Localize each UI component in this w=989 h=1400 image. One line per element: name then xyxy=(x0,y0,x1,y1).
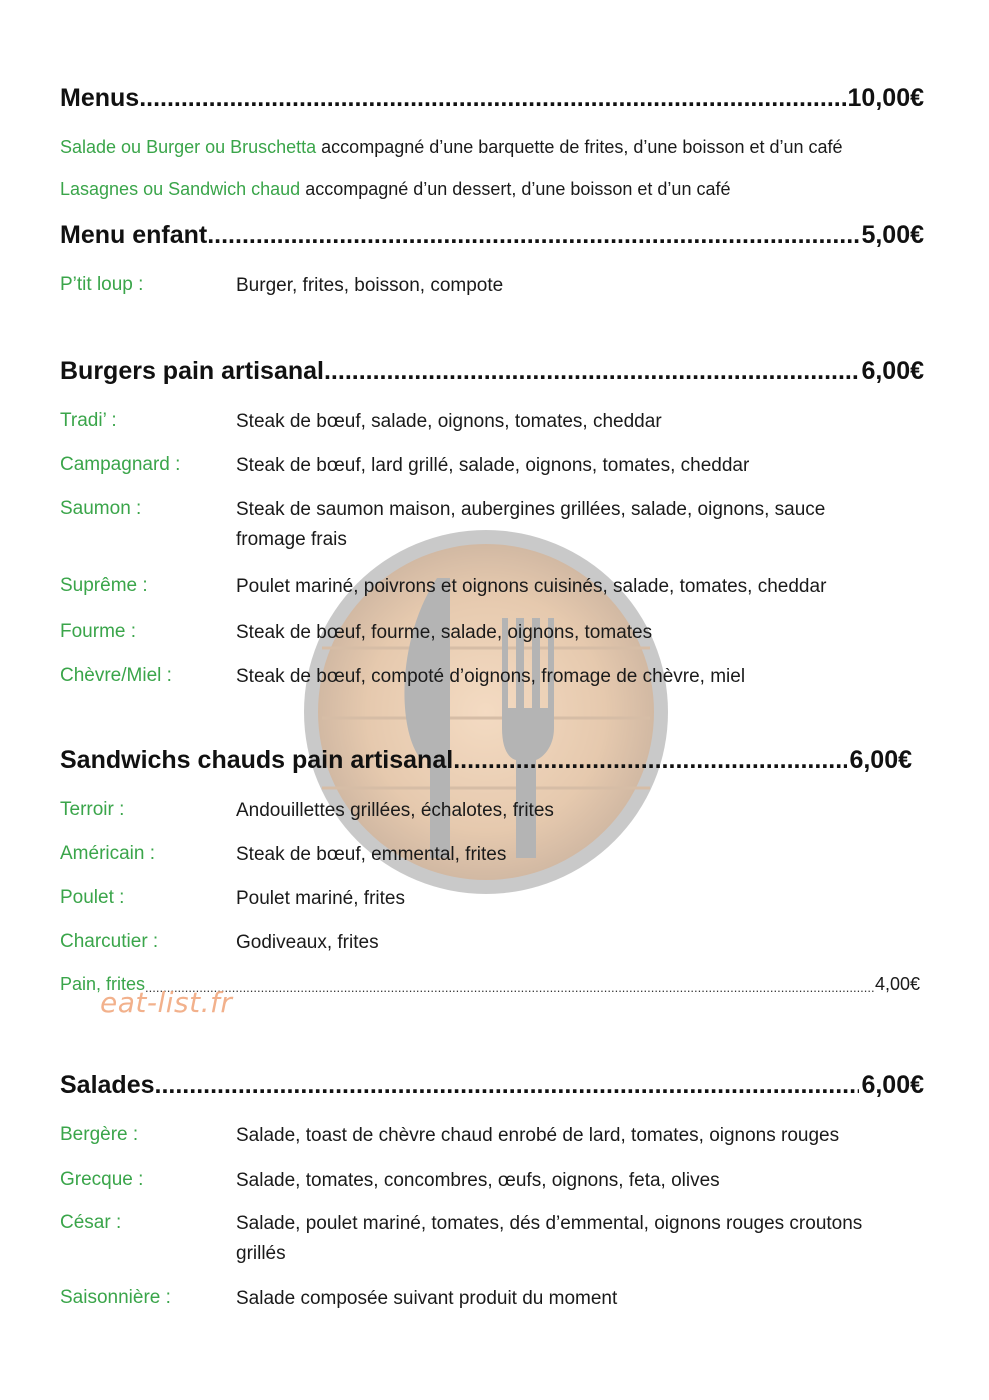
item-label: Charcutier : xyxy=(60,931,159,952)
menus-line-text: accompagné d’une barquette de frites, d’une boisson et d’un café xyxy=(316,137,843,157)
leader-dots xyxy=(145,980,875,995)
item-description: Steak de bœuf, emmental, frites xyxy=(236,844,507,865)
item-description: Steak de bœuf, lard grillé, salade, oignons, tomates, cheddar xyxy=(236,455,750,476)
salades-price: 6,00€ xyxy=(861,1071,924,1099)
item-description: Steak de saumon maison, aubergines grillées, salade, oignons, sauce fromage frais xyxy=(236,499,826,550)
item-label: Suprême : xyxy=(60,575,148,596)
item-description: Salade, toast de chèvre chaud enrobé de lard, tomates, oignons rouges xyxy=(236,1125,840,1146)
item-description: Burger, frites, boisson, compote xyxy=(236,275,504,296)
sandwichs-heading xyxy=(60,746,912,775)
menu-enfant-heading xyxy=(60,221,924,250)
item-description: Salade, tomates, concombres, œufs, oignons, feta, olives xyxy=(236,1170,720,1191)
item-label: Bergère : xyxy=(60,1124,139,1145)
item-description: Poulet mariné, frites xyxy=(236,888,405,909)
item-description: Godiveaux, frites xyxy=(236,932,379,953)
item-description: Steak de bœuf, salade, oignons, tomates, cheddar xyxy=(236,411,662,432)
burgers-title: Burgers pain artisanal xyxy=(60,357,324,385)
item-description: Salade composée suivant produit du moment xyxy=(236,1288,618,1309)
item-label: Grecque : xyxy=(60,1169,144,1190)
item-label: Fourme : xyxy=(60,621,137,642)
item-description: Steak de bœuf, fourme, salade, oignons, tomates xyxy=(236,622,653,643)
item-label: Saumon : xyxy=(60,498,142,519)
menus-line-1 xyxy=(60,137,843,158)
item-description: Steak de bœuf, compoté d’oignons, fromage de chèvre, miel xyxy=(236,666,746,687)
menus-price: 10,00€ xyxy=(847,84,924,112)
salades-heading xyxy=(60,1071,924,1100)
burgers-price: 6,00€ xyxy=(861,357,924,385)
menus-line-highlight: Salade ou Burger ou Bruschetta xyxy=(60,137,317,157)
item-label: Américain : xyxy=(60,843,156,864)
menus-title: Menus xyxy=(60,84,140,112)
sandwichs-price: 6,00€ xyxy=(849,746,912,774)
leader-dots xyxy=(155,1071,860,1100)
pain-frites-price: 4,00€ xyxy=(874,974,920,994)
burgers-heading xyxy=(60,357,924,386)
item-label: P’tit loup : xyxy=(60,274,144,295)
menu-enfant-price: 5,00€ xyxy=(861,221,924,249)
item-label: César : xyxy=(60,1212,122,1233)
item-label: Campagnard : xyxy=(60,454,181,475)
menus-line-highlight: Lasagnes ou Sandwich chaud xyxy=(60,179,301,199)
menus-heading xyxy=(60,84,924,113)
item-description: Andouillettes grillées, échalotes, frites xyxy=(236,800,554,821)
item-label: Saisonnière : xyxy=(60,1287,171,1308)
menus-line-2 xyxy=(60,179,730,200)
item-description: Salade, poulet mariné, tomates, dés d’emmental, oignons rouges croutons grillés xyxy=(236,1213,863,1264)
salades-title: Salades xyxy=(60,1071,155,1099)
pain-frites-label: Pain, frites xyxy=(60,974,146,994)
leader-dots xyxy=(139,84,845,113)
leader-dots xyxy=(207,221,859,250)
menus-line-text: accompagné d’un dessert, d’une boisson et d’un café xyxy=(300,179,731,199)
item-description: Poulet mariné, poivrons et oignons cuisinés, salade, tomates, cheddar xyxy=(236,576,827,597)
watermark-text: eat-list.fr xyxy=(100,986,233,1019)
leader-dots xyxy=(324,357,859,386)
sandwichs-title: Sandwichs chauds pain artisanal xyxy=(60,746,454,774)
item-label: Poulet : xyxy=(60,887,125,908)
item-label: Chèvre/Miel : xyxy=(60,665,172,686)
menu-enfant-title: Menu enfant xyxy=(60,221,208,249)
item-label: Terroir : xyxy=(60,799,125,820)
item-label: Tradi’ : xyxy=(60,410,117,431)
leader-dots xyxy=(453,746,847,775)
